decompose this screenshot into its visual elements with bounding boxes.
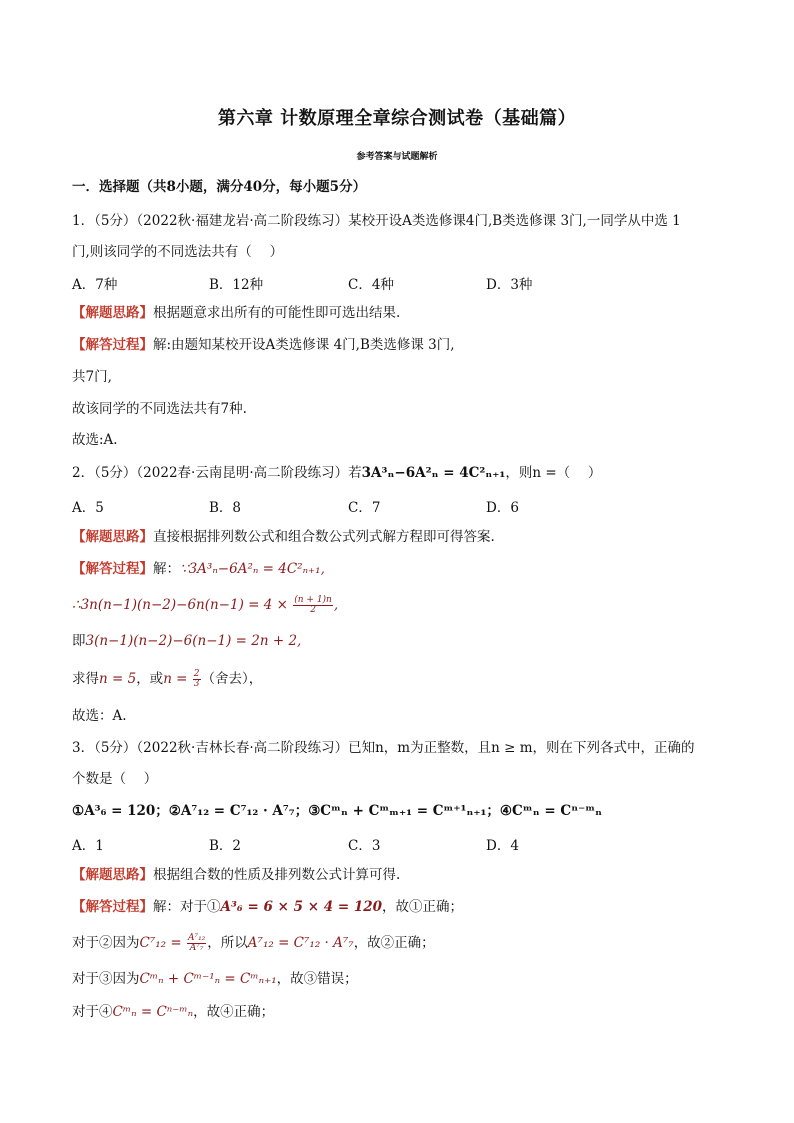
q2-option-a: A．5: [72, 500, 104, 516]
q2-line4-prefix: 即: [72, 633, 86, 649]
q2-line5-fraction: [193, 670, 201, 689]
process-tag: 【解答过程】: [72, 561, 153, 577]
q3-line3-prefix: 对于②因为: [72, 935, 140, 951]
q2-stem-math: 3A³ₙ−6A²ₙ = 4C²ₙ₊₁: [361, 465, 506, 481]
q2-line3-math: ∴3n(n−1)(n−2)−6n(n−1) = 4 ×: [72, 597, 288, 613]
q2-process-line3: ∴3n(n−1)(n−2)−6n(n−1) = 4 × $\frac{(n + 1)n}{2}$ ,: [72, 595, 339, 615]
q2-process-line4: [72, 632, 301, 650]
q1-option-c: C．4种: [348, 277, 394, 293]
q1-option-a: A．7种: [72, 277, 118, 293]
q1-thought-text: 根据题意求出所有的可能性即可选出结果.: [153, 305, 401, 321]
q3-line5-math: Cᵐₙ = Cⁿ⁻ᵐₙ: [112, 1004, 194, 1020]
process-tag: 【解答过程】: [72, 337, 153, 353]
q3-line3-suffix: ，故②正确；: [353, 935, 435, 951]
q3-stem-line2: 个数是（ ）: [72, 771, 158, 787]
q2-process-line6: 故选：A.: [72, 708, 127, 724]
q1-stem-line2: 门,则该同学的不同选法共有（ ）: [72, 244, 284, 260]
fraction-denominator: A⁷₇: [189, 943, 204, 953]
q2-thought-text: 直接根据排列数公式和组合数公式列式解方程即可得答案.: [153, 529, 495, 545]
q1-thought: [72, 304, 400, 322]
document-subtitle: 参考答案与试题解析: [356, 152, 438, 162]
process-tag: 【解答过程】: [72, 899, 153, 915]
q2-process: [72, 560, 325, 578]
q1-stem-line1: 1．（5分）（2022秋·福建龙岩·高二阶段练习）某校开设A类选修课4门,B类选修课 3门,一同学从中选 1: [72, 213, 681, 229]
q2-line4-math: 3(n−1)(n−2)−6(n−1) = 2n + 2,: [85, 633, 302, 649]
fraction-numerator: 2: [193, 669, 200, 679]
q3-process-math: A³₆ = 6 × 5 × 4 = 120: [220, 899, 383, 915]
q3-process-suffix: ，故①正确；: [382, 899, 464, 915]
q2-thought: [72, 528, 495, 546]
q1-process-line4: 故该同学的不同选法共有7种.: [72, 401, 247, 417]
q1-process-line5: 故选:A.: [72, 432, 118, 448]
q3-option-d: D．4: [486, 838, 519, 854]
q2-process-line5: [72, 670, 262, 689]
thought-tag: 【解题思路】: [72, 529, 153, 545]
q3-process-line5: [72, 1003, 274, 1021]
q2-line5-mid: ，或: [136, 671, 164, 687]
fraction-denominator: 2: [310, 605, 316, 615]
q2-stem-prefix: 2．（5分）（2022春·云南昆明·高二阶段练习）若: [72, 465, 362, 481]
section-heading: 一．选择题（共8小题，满分40分，每小题5分）: [72, 179, 367, 195]
document-title: 第六章 计数原理全章综合测试卷（基础篇）: [217, 108, 577, 129]
q2-stem-suffix: ，则n =（ ）: [505, 465, 602, 481]
q1-process-line3: 共7门,: [72, 369, 112, 385]
q2-line5-math1: n = 5: [99, 671, 137, 687]
thought-tag: 【解题思路】: [72, 305, 153, 321]
q2-line5-prefix: 求得: [72, 671, 99, 687]
q2-line5-math2: n =: [163, 671, 188, 687]
fraction-denominator: 3: [193, 679, 200, 689]
q2-option-d: D．6: [486, 500, 519, 516]
q3-process-line3: [72, 934, 435, 953]
q2-stem: [72, 464, 601, 482]
q3-stem-line1: 3．（5分）（2022秋·吉林长春·高二阶段练习）已知n，m为正整数，且n ≥ m，则在下列各式中，正确的: [72, 740, 695, 756]
q3-process: [72, 898, 463, 916]
q3-line5-prefix: 对于④: [72, 1004, 113, 1020]
q1-process: [72, 336, 455, 354]
q3-process-prefix: 解：对于①: [153, 899, 221, 915]
q1-process-text: 解:由题知某校开设A类选修课 4门,B类选修课 3门,: [153, 337, 455, 353]
q3-line4-suffix: ，故③错误；: [276, 971, 358, 987]
q1-option-d: D．3种: [486, 277, 533, 293]
q3-line4-math: Cᵐₙ + Cᵐ⁻¹ₙ = Cᵐₙ₊₁: [139, 971, 277, 987]
q3-process-line4: [72, 970, 358, 988]
q3-line4-prefix: 对于③因为: [72, 971, 140, 987]
q2-option-c: C．7: [348, 500, 381, 516]
q3-line3-math2: A⁷₁₂ = C⁷₁₂ · A⁷₇: [247, 935, 354, 951]
q2-process-prefix: 解：: [153, 561, 180, 577]
q1-option-b: B．12种: [209, 277, 264, 293]
q3-option-b: B．2: [209, 838, 242, 854]
fraction-numerator: (n + 1)n: [294, 595, 332, 605]
q3-thought-text: 根据组合数的性质及排列数公式计算可得.: [153, 867, 401, 883]
q3-line3-fraction: [187, 934, 206, 953]
q3-line3-math: C⁷₁₂ =: [139, 935, 182, 951]
q3-line5-suffix: ，故④正确；: [193, 1004, 275, 1020]
q2-process-math: ∵3A³ₙ−6A²ₙ = 4C²ₙ₊₁,: [180, 561, 325, 577]
q3-line3-mid: ，所以: [207, 935, 248, 951]
fraction-numerator: A⁷₁₂: [187, 933, 206, 943]
q3-option-a: A．1: [72, 838, 104, 854]
thought-tag: 【解题思路】: [72, 867, 153, 883]
q3-formulas: ①A³₆ = 120；②A⁷₁₂ = C⁷₁₂ · A⁷₇；③Cᵐₙ + Cᵐₘ₊₁ = Cᵐ⁺¹ₙ₊₁；④Cᵐₙ = Cⁿ⁻ᵐₙ: [72, 803, 603, 819]
q3-thought: [72, 866, 400, 884]
q3-option-c: C．3: [348, 838, 381, 854]
q2-line5-suffix: （舍去），: [201, 671, 263, 687]
q2-option-b: B．8: [209, 500, 242, 516]
q2-line3-fraction: [293, 596, 333, 615]
